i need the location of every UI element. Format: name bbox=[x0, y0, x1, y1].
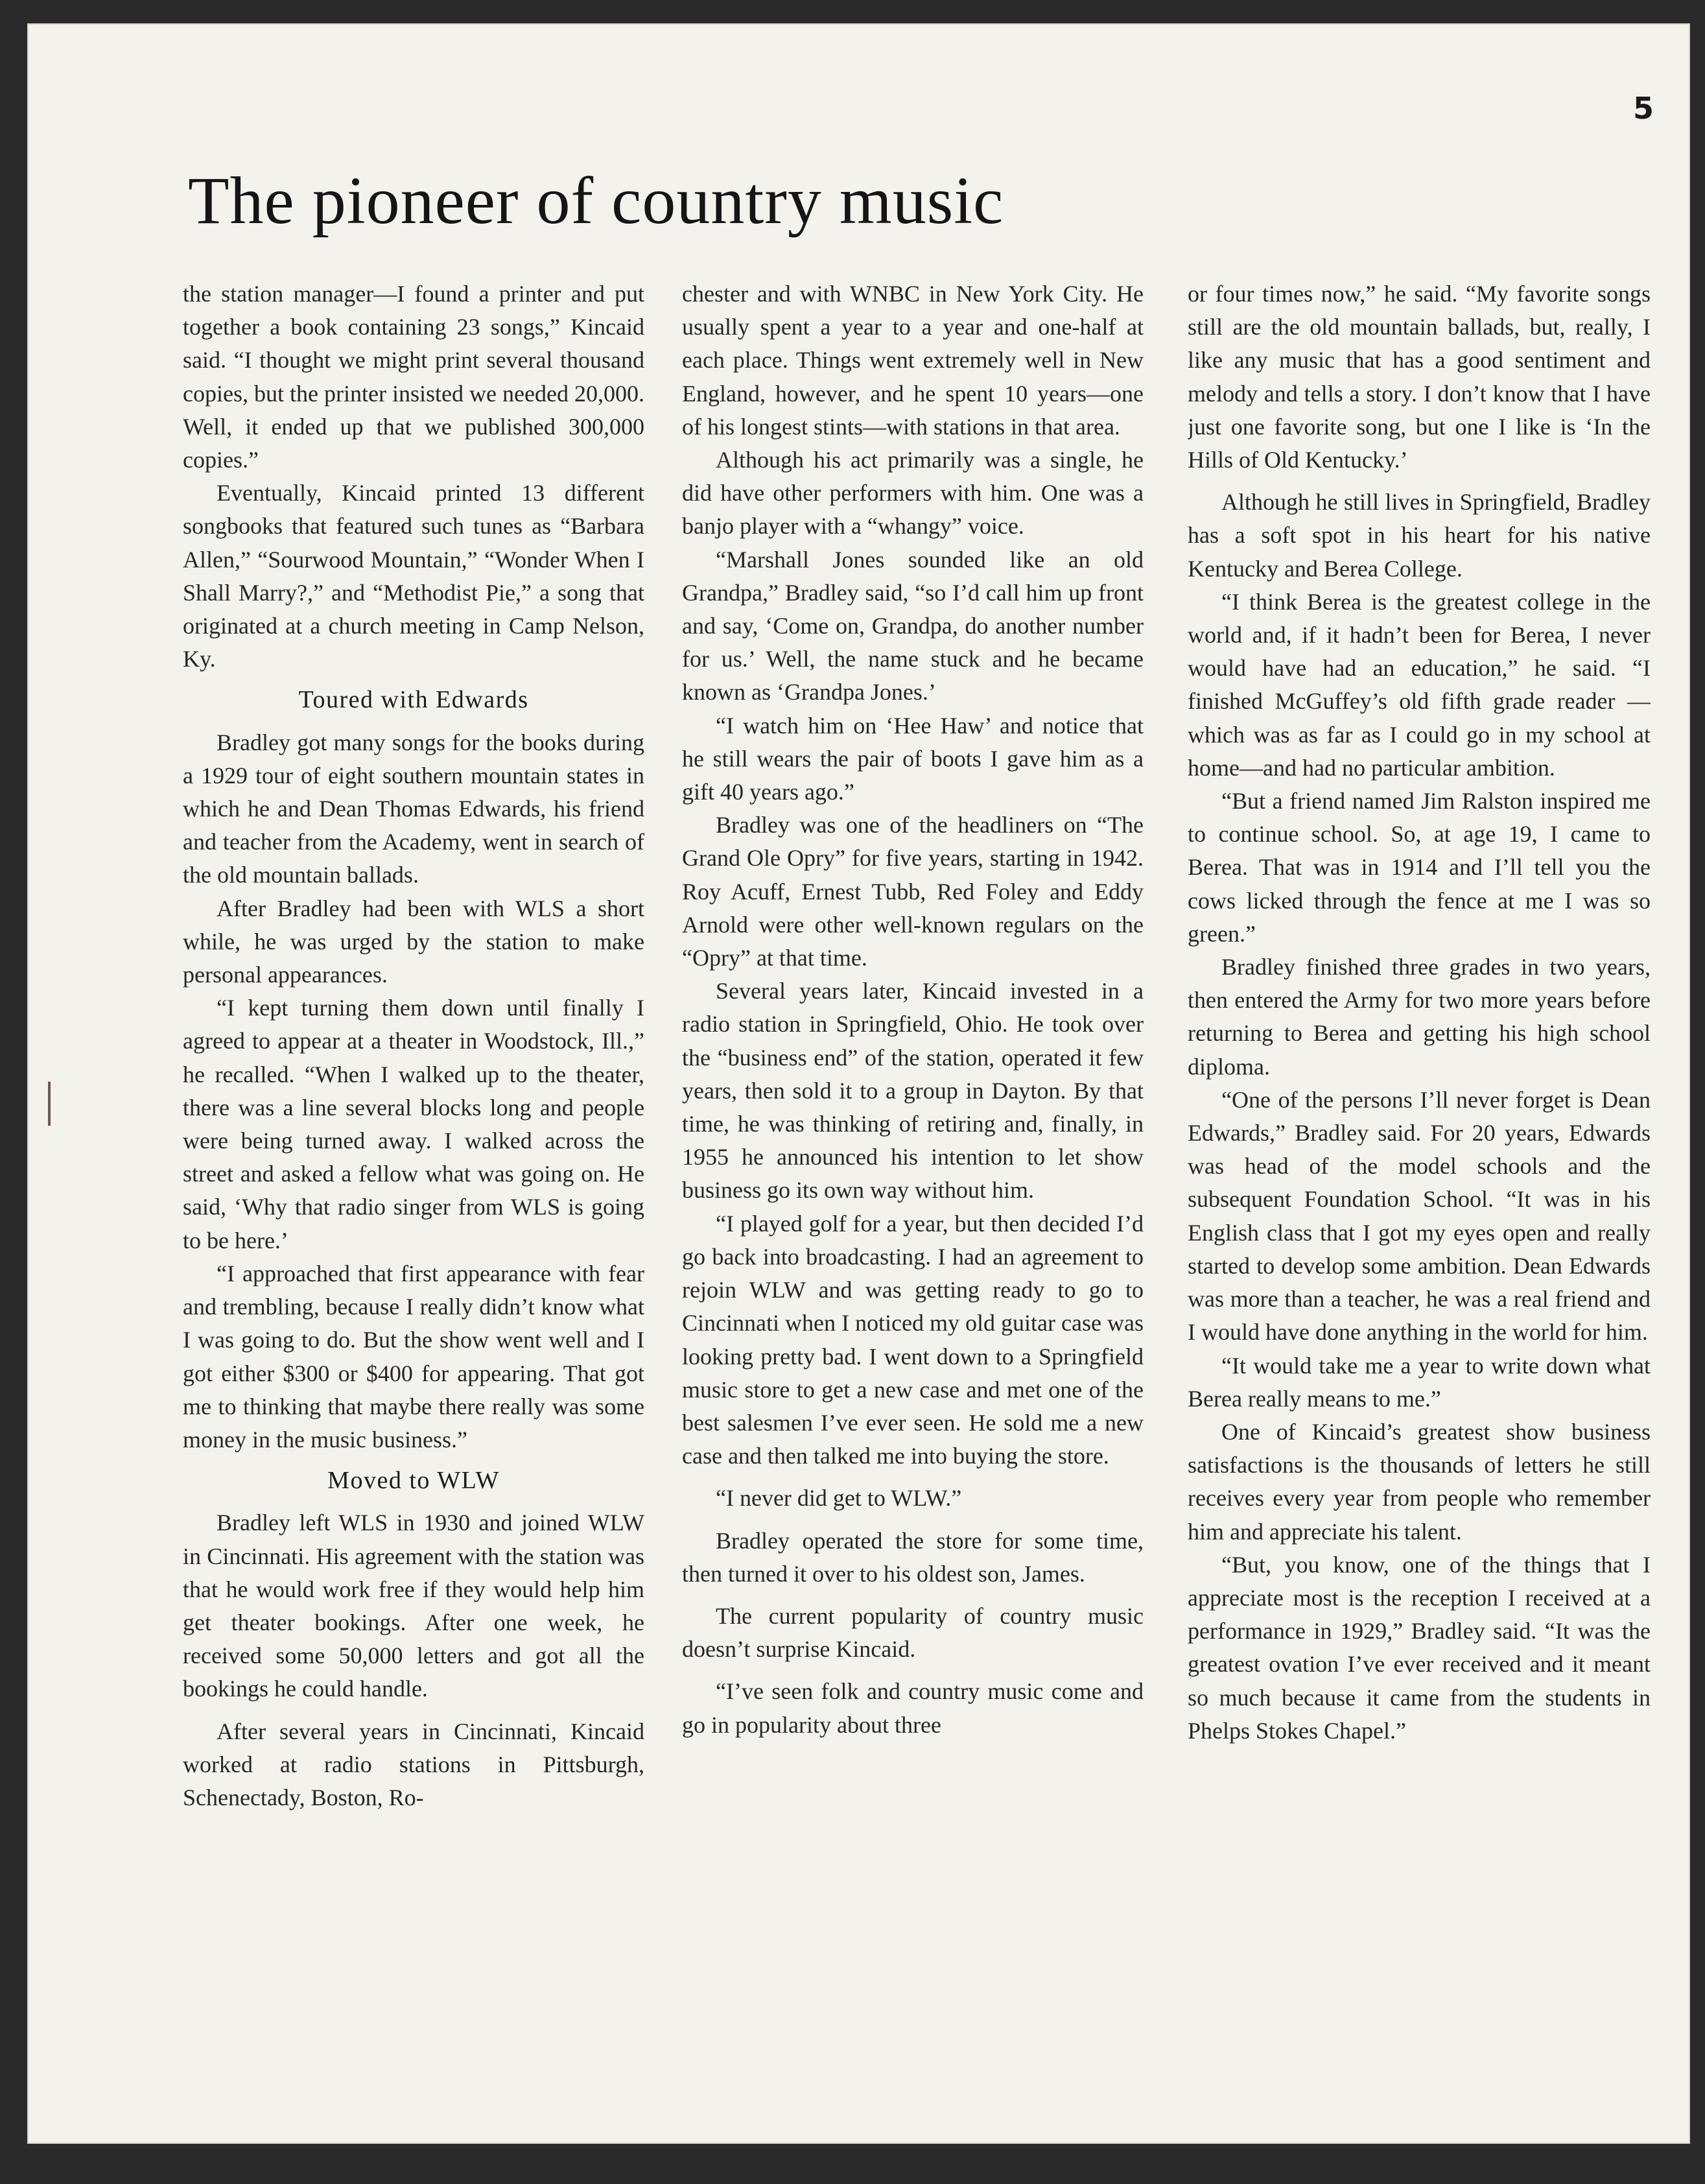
article-paragraph: “But a friend named Jim Ralston inspired me to continue school. So, at age 19, I came to Berea. That was in 1914 and I’ll tell you the cows licked through the fence at me I was so green.” bbox=[1188, 788, 1651, 947]
article-column-1 bbox=[183, 278, 644, 2113]
article-paragraph: “I watch him on ‘Hee Haw’ and notice that he still wears the pair of boots I gave him as a gift 40 years ago.” bbox=[682, 712, 1144, 805]
page-number: 5 bbox=[1632, 91, 1654, 126]
article-paragraph: Bradley was one of the headliners on “The Grand Ole Opry” for five years, starting in 1942. Roy Acuff, Ernest Tubb, Red Foley and Eddy Arnold were other well-known regulars on the “Opry” at that time. bbox=[682, 812, 1144, 971]
article-paragraph: After several years in Cincinnati, Kincaid worked at radio stations in Pittsburgh, Schenectady, Boston, Ro- bbox=[183, 1718, 644, 1810]
article-paragraph: Bradley got many songs for the books during a 1929 tour of eight southern mountain states in which he and Dean Thomas Edwards, his friend and teacher from the Academy, went in search of the old mountain ballads. bbox=[183, 729, 644, 888]
article-paragraph: “I kept turning them down until finally I agreed to appear at a theater in Woodstock, Ill.,” he recalled. “When I walked up to the theater, there was a line several blocks long and people were being turned away. I walked across the street and asked a fellow what was going on. He said, ‘Why that radio singer from WLS is going to be here.’ bbox=[183, 995, 644, 1253]
gutter-mark bbox=[48, 1082, 51, 1126]
article-paragraph: The current popularity of country music doesn’t surprise Kincaid. bbox=[682, 1602, 1144, 1663]
article-paragraph: “I approached that first appearance with fear and trembling, because I really didn’t know what I was going to do. But the show went well and I got either $300 or $400 for appearing. That got me to thinking that maybe there really was some money in the music business.” bbox=[183, 1260, 644, 1453]
article-column-3 bbox=[1188, 278, 1651, 2113]
article-paragraph: Several years later, Kincaid invested in a radio station in Springfield, Ohio. He took over the “business end” of the station, operated it few years, then sold it to a group in Dayton. By that time, he was thinking of retiring and, finally, in 1955 he announced his intention to let show business go its own way without him. bbox=[682, 978, 1144, 1204]
article-paragraph: the station manager—I found a printer and put together a book containing 23 songs,” Kincaid said. “I thought we might print several thousand copies, but the printer insisted we needed 20,000. Well, it ended up that we published 300,000 copies.” bbox=[183, 281, 644, 473]
article-paragraph: “I never did get to WLW.” bbox=[716, 1485, 962, 1512]
article-paragraph: “Marshall Jones sounded like an old Grandpa,” Bradley said, “so I’d call him up front and say, ‘Come on, Grandpa, do another number for us.’ Well, the name stuck and he became known as ‘Grandpa Jones.’ bbox=[682, 546, 1144, 706]
article-paragraph: chester and with WNBC in New York City. He usually spent a year to a year and one-half at each place. Things went extremely well in New England, however, and he spent 10 years—one of his longest stints—with stations in that area. bbox=[682, 281, 1144, 440]
section-subheading: Moved to WLW bbox=[327, 1467, 500, 1495]
article-paragraph: Although he still lives in Springfield, Bradley has a soft spot in his heart for his native Kentucky and Berea College. bbox=[1188, 489, 1651, 582]
article-paragraph: “It would take me a year to write down what Berea really means to me.” bbox=[1188, 1352, 1651, 1412]
article-headline: The pioneer of country music bbox=[188, 163, 1004, 238]
article-paragraph: “One of the persons I’ll never forget is Dean Edwards,” Bradley said. For 20 years, Edwards was head of the model schools and the subsequent Foundation School. “It was in his English class that I got my eyes open and really started to develop some ambition. Dean Edwards was more than a teacher, he was a real friend and I would have done anything in the world for him. bbox=[1188, 1086, 1651, 1346]
article-column-2 bbox=[682, 278, 1144, 2113]
article-paragraph: “I think Berea is the greatest college in the world and, if it hadn’t been for Berea, I never would have had an education,” he said. “I finished McGuffey’s old fifth grade reader — which was as far as I could go in my school at home—and had no particular ambition. bbox=[1188, 588, 1651, 781]
article-paragraph: Bradley finished three grades in two years, then entered the Army for two more years before returning to Berea and getting his high school diploma. bbox=[1188, 954, 1651, 1080]
article-paragraph: Bradley operated the store for some time, then turned it over to his oldest son, James. bbox=[682, 1527, 1144, 1587]
article-paragraph: or four times now,” he said. “My favorite songs still are the old mountain ballads, but, really, I like any music that has a good sentiment and melody and tells a story. I don’t know that I have just one favorite song, but one I like is ‘In the Hills of Old Kentucky.’ bbox=[1188, 281, 1651, 473]
article-paragraph: Bradley left WLS in 1930 and joined WLW in Cincinnati. His agreement with the station was that he would work free if they would help him get theater bookings. After one week, he received some 50,000 letters and got all the bookings he could handle. bbox=[183, 1510, 644, 1702]
article-paragraph: “I played golf for a year, but then decided I’d go back into broadcasting. I had an agreement to rejoin WLW and was getting ready to go to Cincinnati when I noticed my old guitar case was looking pretty bad. I went down to a Springfield music store to get a new case and met one of the best salesmen I’ve ever seen. He sold me a new case and then talked me into buying the store. bbox=[682, 1210, 1144, 1469]
article-paragraph: After Bradley had been with WLS a short while, he was urged by the station to make personal appearances. bbox=[183, 895, 644, 988]
article-paragraph: One of Kincaid’s greatest show business satisfactions is the thousands of letters he still receives every year from people who remember him and appreciate his talent. bbox=[1188, 1418, 1651, 1545]
section-subheading: Toured with Edwards bbox=[298, 686, 529, 714]
article-paragraph: “But, you know, one of the things that I appreciate most is the reception I received at a performance in 1929,” Bradley said. “It was the greatest ovation I’ve ever received and it meant so much because it came from the students in Phelps Stokes Chapel.” bbox=[1188, 1551, 1651, 1744]
article-paragraph: Although his act primarily was a single, he did have other performers with him. One was a banjo player with a “whangy” voice. bbox=[682, 447, 1144, 540]
article-paragraph: Eventually, Kincaid printed 13 different songbooks that featured such tunes as “Barbara Allen,” “Sourwood Mountain,” “Wonder When I Shall Marry?,” and “Methodist Pie,” a song that originated at a church meeting in Camp Nelson, Ky. bbox=[183, 480, 644, 672]
article-paragraph: “I’ve seen folk and country music come and go in popularity about three bbox=[682, 1678, 1144, 1738]
magazine-page bbox=[27, 23, 1690, 2144]
